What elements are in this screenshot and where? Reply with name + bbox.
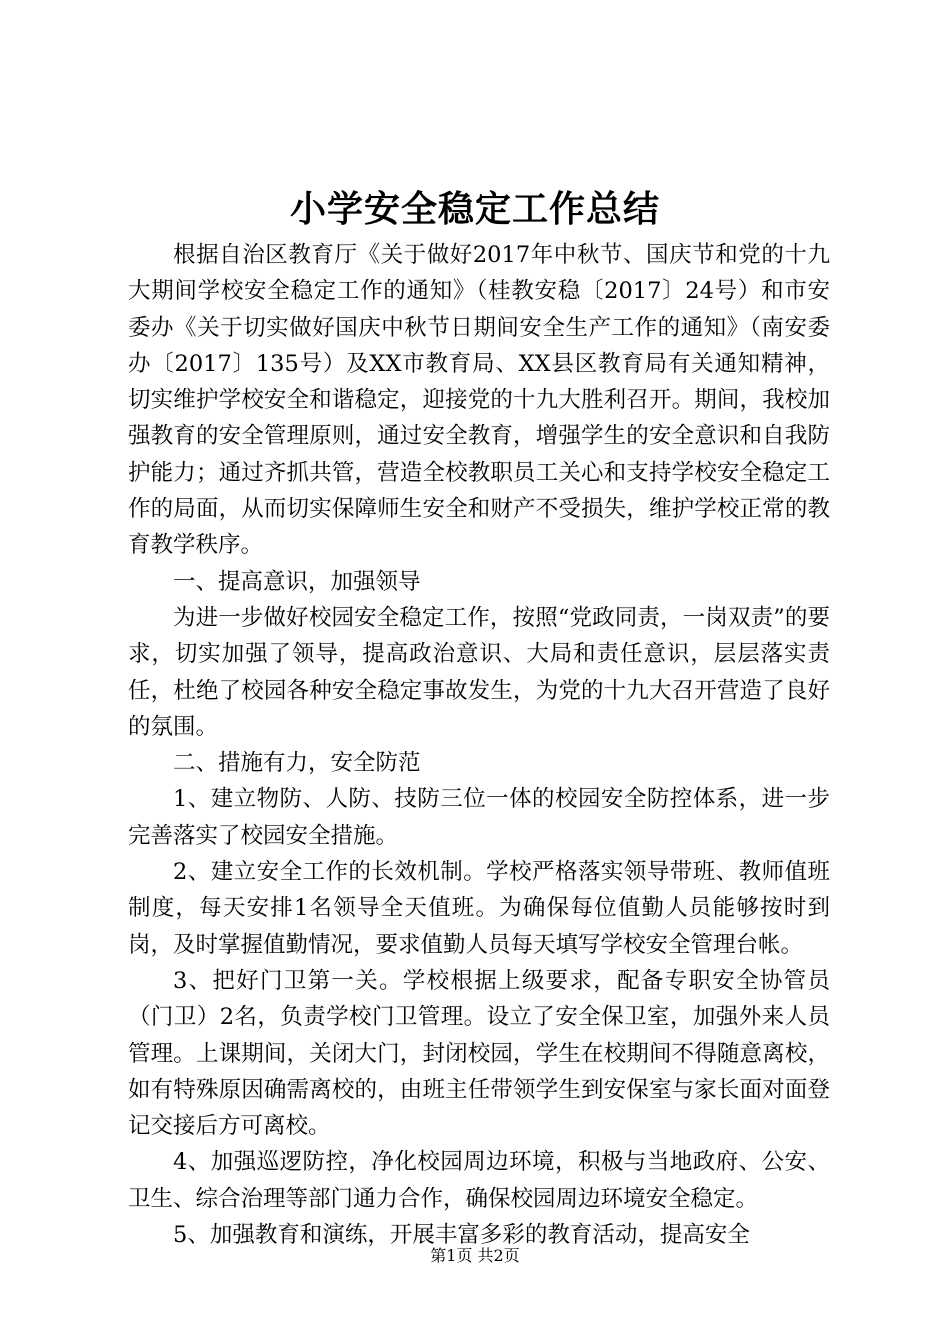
intro-paragraph: 根据自治区教育厅《关于做好2017年中秋节、国庆节和党的十九大期间学校安全稳定工作的通知》（桂教安稳〔2017〕24号）和市安委办《关于切实做好国庆中秋节日期间安全生产工作的通知》（南安委办〔2017〕135号）及XX市教育局、XX县区教育局有关通知精神，切实维护学校安全和谐稳定，迎接党的十九大胜利召开。期间，我校加强教育的安全管理原则，通过安全教育，增强学生的安全意识和自我防护能力；通过齐抓共管，营造全校教职员工关心和支持学校安全稳定工作的局面，从而切实保障师生安全和财产不受损失，维护学校正常的教育教学秩序。	[128, 242, 830, 559]
measure-item-2: 2、建立安全工作的长效机制。学校严格落实领导带班、教师值班制度，每天安排1名领导全天值班。为确保每位值勤人员能够按时到岗，及时掌握值勤情况，要求值勤人员每天填写学校安全管理台帐。	[128, 859, 830, 958]
measure-item-3: 3、把好门卫第一关。学校根据上级要求，配备专职安全协管员（门卫）2名，负责学校门卫管理。设立了安全保卫室，加强外来人员管理。上课期间，关闭大门，封闭校园，学生在校期间不得随意离校，如有特殊原因确需离校的，由班主任带领学生到安保室与家长面对面登记交接后方可离校。	[128, 967, 830, 1140]
section-heading-1: 一、提高意识，加强领导	[173, 568, 421, 595]
section-heading-2: 二、措施有力，安全防范	[173, 750, 421, 777]
document-title: 小学安全稳定工作总结	[289, 188, 660, 230]
measure-item-5: 5、加强教育和演练，开展丰富多彩的教育活动，提高安全	[173, 1222, 750, 1249]
document-body	[128, 237, 830, 1253]
section-1-paragraph: 为进一步做好校园安全稳定工作，按照“党政同责，一岗双责”的要求，切实加强了领导，提高政治意识、大局和责任意识，层层落实责任，杜绝了校园各种安全稳定事故发生，为党的十九大召开营造了良好的氛围。	[128, 604, 830, 740]
measure-item-1: 1、建立物防、人防、技防三位一体的校园安全防控体系，进一步完善落实了校园安全措施。	[128, 786, 830, 849]
measure-item-4: 4、加强巡逻防控，净化校园周边环境，积极与当地政府、公安、卫生、综合治理等部门通力合作，确保校园周边环境安全稳定。	[128, 1149, 830, 1212]
page-footer: 第1页 共2页	[430, 1246, 520, 1265]
